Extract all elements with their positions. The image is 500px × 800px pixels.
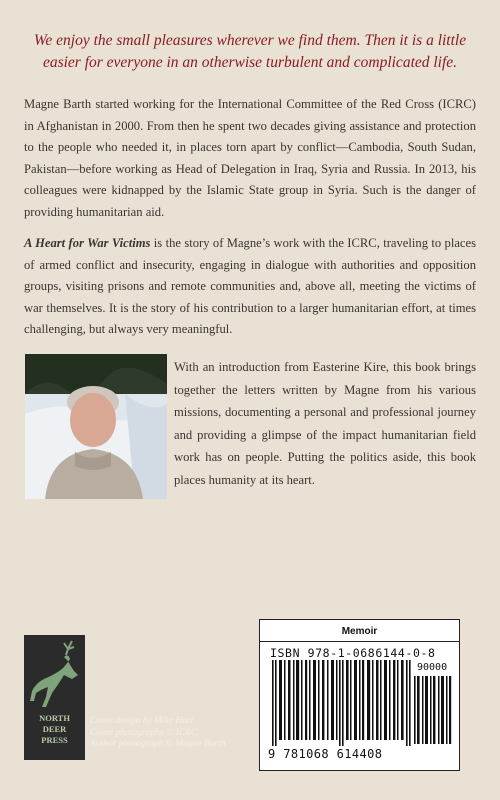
addon-barcode-icon — [414, 676, 452, 744]
paragraph-summary — [24, 233, 476, 341]
barcode-icon — [272, 660, 412, 746]
publisher-logo — [24, 635, 85, 760]
credit-line: Author photograph © Magne Barth — [90, 739, 226, 749]
pull-quote: We enjoy the small pleasures wherever we find them. Then it is a little easier for everyone in an otherwise turbulent and complicated life. — [33, 32, 467, 71]
genre-label: Memoir — [341, 626, 378, 637]
isbn-text: ISBN 978-1-0686144-0-8 — [270, 646, 436, 660]
credit-line: Cover photographs © ICRC — [90, 727, 198, 738]
barcode-panel — [259, 619, 460, 771]
summary-text: is the story of Magne’s work with the ICRC, traveling to places of armed conflict and insecurity, engaging in dialogue with authorities and opposition groups, visiting prisons and remote communities and, above all, meeting the victims of war themselves. It is the story of his contribution to a larger humanitarian effort, at times challenging, but always very meaningful. — [24, 236, 477, 336]
publisher-line: PRESS — [41, 735, 68, 745]
paragraph-introduction: With an introduction from Easterine Kire, this book brings together the letters written by Magne from his various missions, documenting a personal and professional journey and providing a glimpse of the impact humanitarian field work has on people. Putting the politics aside, this book places humanity at its heart. — [174, 360, 476, 487]
publisher-line: NORTH — [39, 713, 70, 723]
publisher-line: DEER — [42, 724, 67, 734]
book-title: A Heart for War Victims — [24, 236, 151, 250]
credit-line: Cover design by Mike Hart — [90, 716, 194, 726]
paragraph-bio: Magne Barth started working for the International Committee of the Red Cross (ICRC) in Afghanistan in 2000. From then he spent two decades giving assistance and protection to the people who needed it, in places torn apart by conflict—Cambodia, South Sudan, Pakistan—before working as Head of Delegation in Iraq, Syria and Russia. In 2013, his colleagues were kidnapped by the Islamic State group in Syria. Such is the danger of providing humanitarian aid. — [24, 97, 476, 219]
publisher-name — [24, 713, 85, 746]
price-addon-code: 90000 — [417, 662, 448, 673]
divider — [260, 641, 459, 642]
barcode-digits: 9 781068 614408 — [268, 747, 383, 761]
author-photo — [25, 354, 167, 499]
